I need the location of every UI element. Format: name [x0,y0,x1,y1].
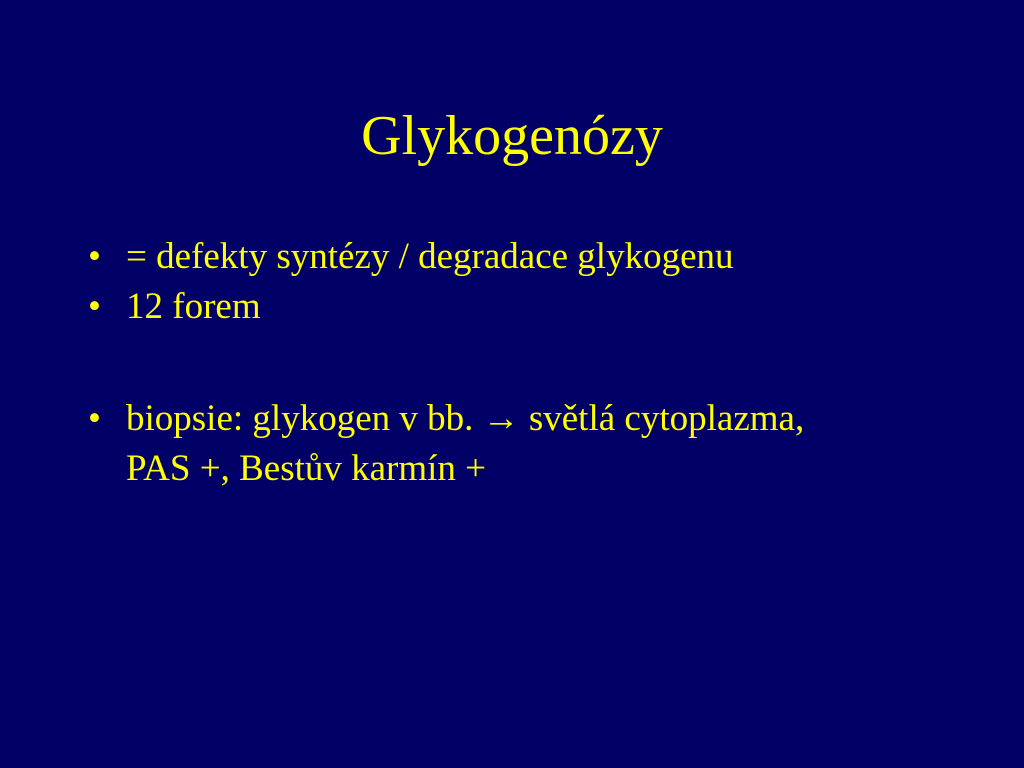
bullet-dot-icon: • [88,236,101,277]
bullet-text: 12 forem [126,286,261,327]
bullet-item [88,232,988,282]
bullet-text: = defekty syntézy / degradace glykogenu [126,236,734,277]
bullet-text-line-2: PAS +, Bestův karmín + [126,448,487,489]
slide-title: Glykogenózy [361,105,663,167]
bullet-list [88,232,988,494]
bullet-item [88,282,988,332]
bullet-item [88,394,988,494]
bullet-text-line-1: biopsie: glykogen v bb. → světlá cytoplazma, [126,398,805,439]
bullet-dot-icon: • [88,398,101,439]
bullet-dot-icon: • [88,286,101,327]
